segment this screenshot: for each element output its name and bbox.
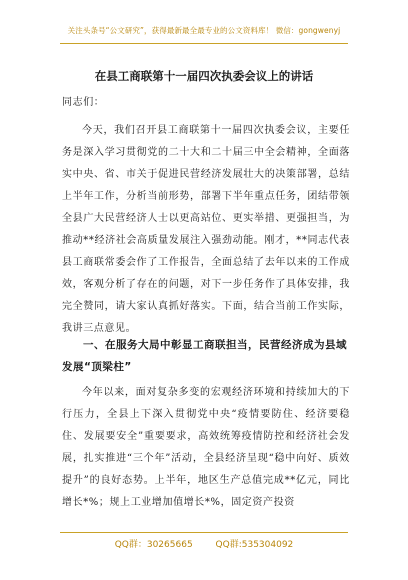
paragraph-section-1: 今年以来，面对复杂多变的宏观经济环境和持续加大的下行压力，全县上下深入贯彻党中央“疫情要防住、经济要稳住、发展要安全”重要要求，高效统筹疫情防控和经济社会发展，扎实推进“三个年”活动，全县经济呈现“稳中向好、质效提升”的良好态势。上半年，地区生产总值完成**亿元，同比增长*%；规上工业增加值增长*%，固定资产投资 bbox=[62, 387, 350, 508]
document-title: 在县工商联第十一届四次执委会议上的讲话 bbox=[94, 69, 314, 83]
footer-qq-group-2: QQ群:535304092 bbox=[215, 540, 294, 550]
paragraph-intro: 今天，我们召开县工商联第十一届四次执委会议，主要任务是深入学习贯彻党的二十大和二十届三中全会精神，全面落实中央、省、市关于促进民营经济发展壮大的决策部署，总结上半年工作，分析当前形势，部署下半年重点任务，团结带领全县广大民营经济人士以更高站位、更实举措、更强担当，为推动**经济社会高质量发展注入强劲动能。刚才，**同志代表县工商联常委会作了工作报告，全面总结了去年以来的工作成效，客观分析了存在的问题，对下一步任务作了具体安排，我完全赞同，请大家认真抓好落实。下面，结合当前工作实际，我讲三点意见。 bbox=[62, 125, 350, 334]
section-heading-1: 一、在服务大局中彰显工商联担当，民营经济成为县域发展“顶梁柱” bbox=[62, 339, 347, 373]
footer-divider bbox=[60, 532, 348, 533]
header-banner: 关注头条号“公文研究”，获得最新最全最专业的公文资料库！ 微信：gongwenyj bbox=[67, 26, 341, 35]
footer bbox=[0, 537, 408, 550]
header-divider bbox=[60, 43, 348, 44]
salutation: 同志们： bbox=[62, 97, 105, 108]
footer-qq-group-1: QQ群：30265665 bbox=[114, 540, 193, 550]
